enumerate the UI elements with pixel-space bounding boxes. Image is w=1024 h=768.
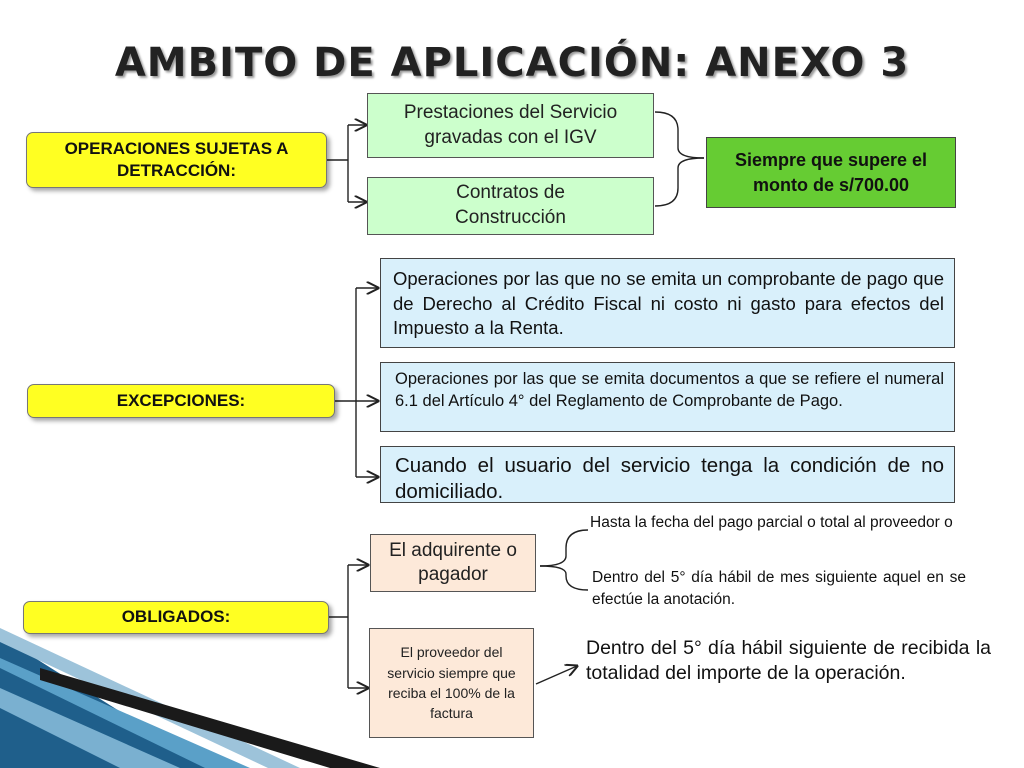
adquirente-text: El adquirente o pagador: [389, 540, 517, 585]
adquirente-option-2-text: Dentro del 5° día hábil de mes siguiente aquel en se efectúe la anotación.: [592, 569, 966, 608]
monto-condition-box: [706, 137, 956, 208]
contratos-box: [367, 177, 654, 235]
excepcion-item-3: [380, 446, 955, 503]
obligados-label: [23, 601, 329, 634]
excepcion-item-2-text: Operaciones por las que se emita documentos a que se refiere el numeral 6.1 del Artículo 4° del Reglamento de Comprobante de Pago.: [395, 370, 944, 410]
adquirente-option-1: [590, 512, 990, 534]
adquirente-box: [370, 534, 536, 592]
excepcion-item-2: [380, 362, 955, 432]
excepcion-item-1-text: Operaciones por las que no se emita un comprobante de pago que de Derecho al Crédito Fiscal ni costo ni gasto para efectos del Impuesto a la Renta.: [393, 268, 944, 339]
proveedor-box: [369, 628, 534, 738]
prestaciones-text: Prestaciones del Servicio gravadas con el IGV: [403, 101, 618, 148]
excepciones-label-text: EXCEPCIONES:: [116, 390, 246, 410]
excepcion-item-3-text: Cuando el usuario del servicio tenga la condición de no domiciliado.: [395, 454, 944, 503]
proveedor-condition: [586, 636, 991, 687]
proveedor-text: El proveedor del servicio siempre que reciba el 100% de la factura: [387, 644, 516, 722]
operaciones-label: [26, 132, 327, 188]
prestaciones-box: [367, 93, 654, 158]
excepcion-item-1: [380, 258, 955, 348]
proveedor-condition-text: Dentro del 5° día hábil siguiente de recibida la totalidad del importe de la operación.: [586, 637, 991, 685]
adquirente-option-2: [592, 567, 966, 610]
obligados-label-text: OBLIGADOS:: [121, 607, 231, 627]
monto-condition-text: Siempre que supere el monto de s/700.00: [734, 150, 928, 195]
operaciones-label-text: OPERACIONES SUJETAS A DETRACCIÓN:: [64, 138, 289, 180]
contratos-text: Contratos de Construcción: [455, 182, 566, 228]
page-title: AMBITO DE APLICACIÓN: ANEXO 3: [114, 40, 910, 86]
adquirente-option-1-text: Hasta la fecha del pago parcial o total al proveedor o: [590, 514, 953, 531]
excepciones-label: [27, 384, 335, 418]
